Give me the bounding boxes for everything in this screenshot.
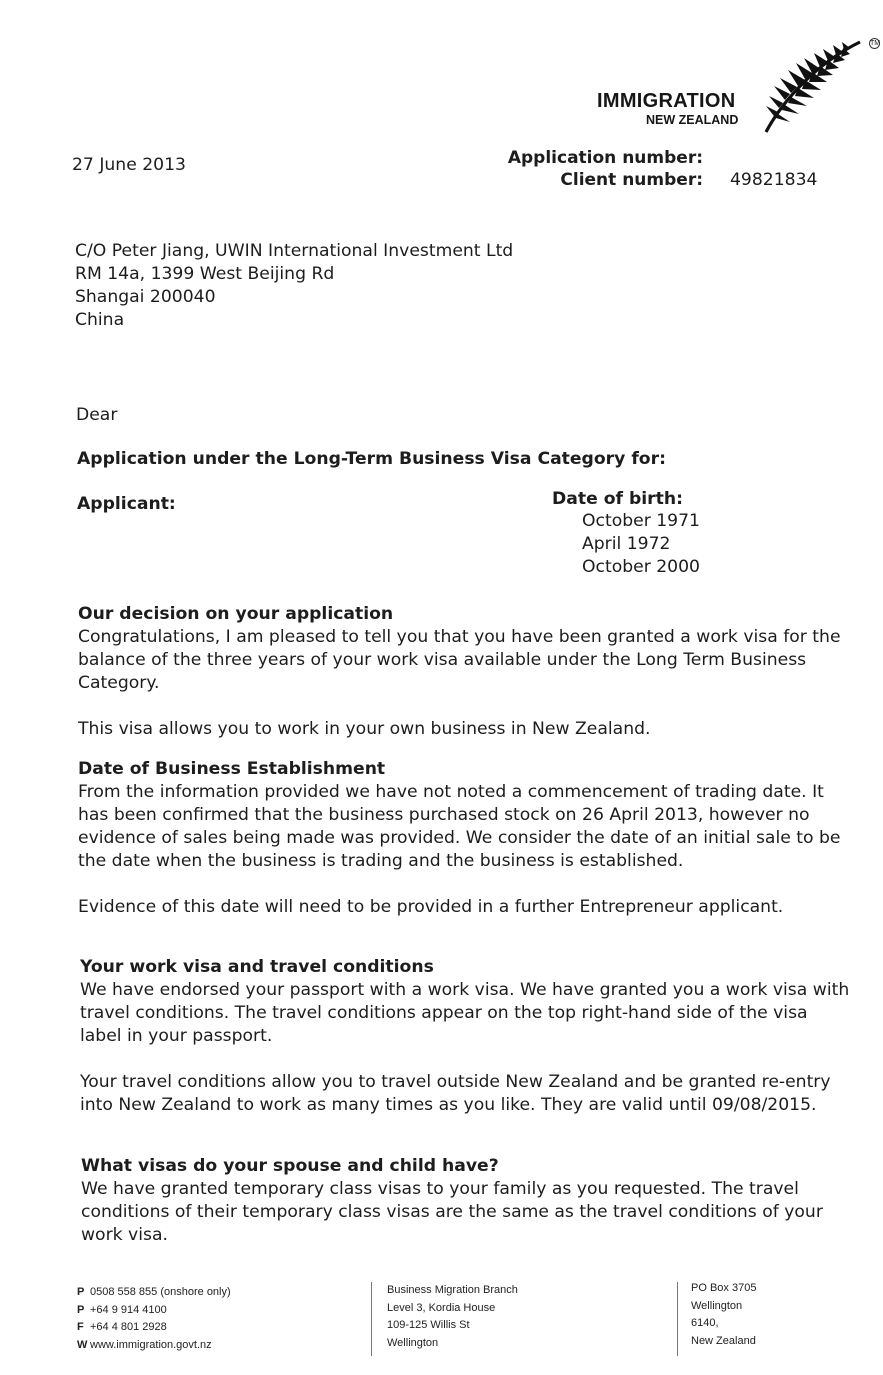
address-line: China xyxy=(75,310,125,330)
contact-value: +64 9 914 4100 xyxy=(90,1303,167,1316)
application-number-label: Application number: xyxy=(507,148,703,168)
section-heading: Our decision on your application xyxy=(78,604,394,624)
logo-title: IMMIGRATION xyxy=(597,90,736,112)
footer-contacts xyxy=(77,1284,231,1354)
contact-value: 0508 558 855 (onshore only) xyxy=(90,1286,231,1298)
section-business-establishment xyxy=(78,758,848,919)
contact-label: F xyxy=(77,1321,84,1333)
section-paragraph: This visa allows you to work in your own business in New Zealand. xyxy=(78,719,651,739)
section-paragraph: From the information provided we have not noted a commencement of trading date. It has been confirmed that the business purchased stock on 26 April 2013, however no evidence of sales being made was provided. We consider the date of an initial sale to be the date when the business is trading and the business is established. xyxy=(78,782,841,871)
immigration-nz-logo xyxy=(590,34,880,134)
postal-line: Wellington xyxy=(691,1299,743,1312)
client-number-value: 49821834 xyxy=(730,170,818,190)
postal-line: 6140, xyxy=(691,1317,719,1329)
footer-divider xyxy=(371,1282,372,1356)
section-family-visas xyxy=(81,1155,851,1247)
dob-values xyxy=(582,510,700,579)
section-heading: Date of Business Establishment xyxy=(78,759,386,779)
section-decision xyxy=(78,603,848,741)
section-paragraph: We have endorsed your passport with a work visa. We have granted you a work visa with travel conditions. The travel conditions appear on the top right-hand side of the visa label in your passport. xyxy=(80,980,850,1046)
website-link[interactable]: www.immigration.govt.nz xyxy=(90,1338,212,1351)
logo-subtitle: NEW ZEALAND xyxy=(646,113,739,127)
contact-label: P xyxy=(77,1286,85,1298)
section-paragraph: Congratulations, I am pleased to tell you that you have been granted a work visa for the balance of the three years of your work visa available under the Long Term Business Category. xyxy=(78,627,841,693)
address-line: Shangai 200040 xyxy=(75,287,216,307)
address-line: RM 14a, 1399 West Beijing Rd xyxy=(75,264,335,284)
contact-value: +64 4 801 2928 xyxy=(90,1321,167,1333)
section-paragraph: Evidence of this date will need to be provided in a further Entrepreneur applicant. xyxy=(78,897,784,917)
branch-line: Level 3, Kordia House xyxy=(387,1301,496,1314)
dob-value: April 1972 xyxy=(582,534,671,554)
silver-fern-icon xyxy=(760,36,865,134)
branch-line: Wellington xyxy=(387,1336,439,1349)
recipient-address xyxy=(75,240,513,332)
trademark-icon: TM xyxy=(870,40,881,47)
contact-label: W xyxy=(77,1338,88,1351)
branch-line: 109-125 Willis St xyxy=(387,1319,470,1331)
branch-line: Business Migration Branch xyxy=(387,1284,518,1296)
section-paragraph: Your travel conditions allow you to travel outside New Zealand and be granted re-entry into New Zealand to work as many times as you like. They are valid until 09/08/2015. xyxy=(80,1072,831,1115)
footer-contact-line xyxy=(77,1284,231,1302)
footer-contact-line xyxy=(77,1302,231,1320)
section-heading: Your work visa and travel conditions xyxy=(80,957,434,977)
contact-label: P xyxy=(77,1303,85,1316)
postal-line: New Zealand xyxy=(691,1334,756,1347)
section-travel-conditions xyxy=(80,956,850,1117)
letter-date: 27 June 2013 xyxy=(72,155,186,175)
footer-contact-line xyxy=(77,1337,231,1355)
footer-contact-line xyxy=(77,1319,231,1337)
footer-branch-address xyxy=(387,1282,518,1352)
section-heading: What visas do your spouse and child have? xyxy=(81,1156,499,1176)
applicant-label: Applicant: xyxy=(77,494,176,514)
dob-value: October 1971 xyxy=(582,511,700,531)
dob-label: Date of birth: xyxy=(552,489,683,509)
section-paragraph: We have granted temporary class visas to your family as you requested. The travel conditions of their temporary class visas are the same as the travel conditions of your work visa. xyxy=(81,1179,823,1245)
footer-postal-address xyxy=(691,1280,756,1350)
client-number-label: Client number: xyxy=(560,170,703,190)
salutation: Dear xyxy=(76,405,118,425)
dob-value: October 2000 xyxy=(582,557,700,577)
subject-line: Application under the Long-Term Business Visa Category for: xyxy=(77,449,666,469)
address-line: C/O Peter Jiang, UWIN International Investment Ltd xyxy=(75,241,514,261)
footer-divider xyxy=(677,1282,678,1356)
postal-line: PO Box 3705 xyxy=(691,1282,757,1294)
